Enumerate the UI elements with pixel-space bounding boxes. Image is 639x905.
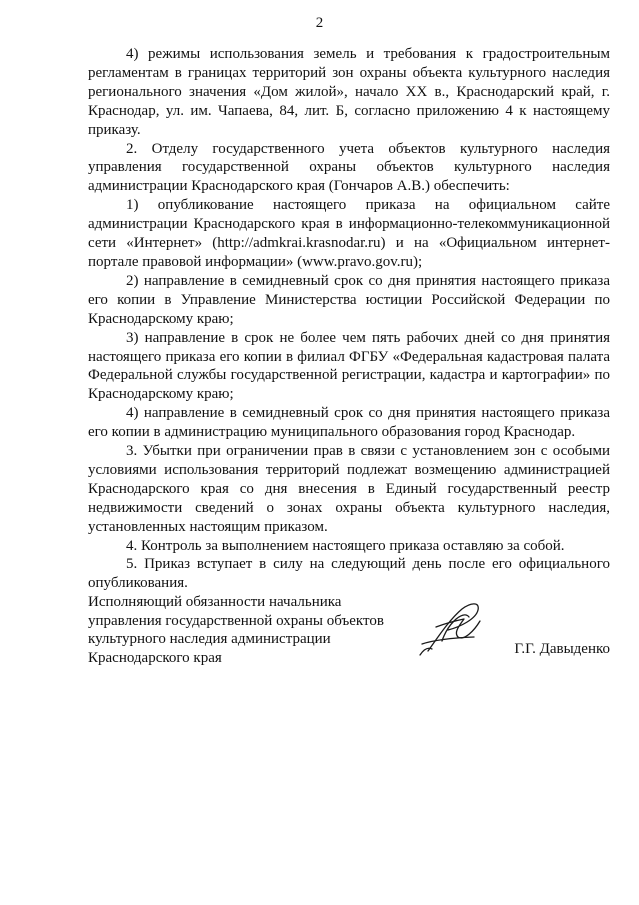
signatory-name: Г.Г. Давыденко [514, 641, 610, 657]
paragraph-clause-3: 3. Убытки при ограничении прав в связи с установлением зон с особыми условиями использования территорий подлежат возмещению администрацией Краснодарского края со дня внесения в Единый государственный реестр недвижимости сведений о зонах охраны объекта культурного наследия, установленных настоящим приказом. [88, 443, 610, 535]
paragraph-clause-2: 2. Отделу государственного учета объектов культурного наследия управления государственной охраны объектов культурного наследия администрации Краснодарского края (Гончаров А.В.) обеспечить: [88, 140, 610, 195]
paragraph-item-2-justice-ministry: 2) направление в семидневный срок со дня принятия настоящего приказа его копии в Управление Министерства юстиции Российской Федерации по Краснодарскому краю; [88, 272, 610, 327]
paragraph-clause-5: 5. Приказ вступает в силу на следующий день после его официального опубликования. [88, 556, 610, 592]
paragraph-item-1-publication: 1) опубликование настоящего приказа на официальном сайте администрации Краснодарского края в информационно-телекоммуникационной сети «Интернет» (http://admkrai.krasnodar.ru) и на «Официальном интернет-портале правовой информации» (www.pravo.gov.ru); [88, 197, 610, 270]
signature-stroke [436, 619, 480, 638]
signatory-title-line: Исполняющий обязанности начальника [88, 594, 342, 610]
paragraph-item-4-city-administration: 4) направление в семидневный срок со дня принятия настоящего приказа его копии в администрацию муниципального образования город Краснодар. [88, 405, 610, 441]
signatory-title-line: Краснодарского края [88, 649, 222, 666]
signature-block [88, 593, 610, 673]
signature-stroke [420, 648, 432, 655]
paragraph-clause-4: 4. Контроль за выполнением настоящего приказа оставляю за собой. [126, 537, 565, 554]
signatory-title-line: управления государственной охраны объектов [88, 612, 384, 629]
signatory-title-line: культурного наследия администрации [88, 631, 331, 648]
page-number: 2 [315, 15, 324, 31]
signature-stroke [422, 637, 474, 644]
document-body [88, 45, 610, 593]
paragraph-item-4-land-use: 4) режимы использования земель и требования к градостроительным регламентам в границах территорий зон охраны объекта культурного наследия регионального значения «Дом жилой», начало XX в., Краснодарский край, г. Краснодар, ул. им. Чапаева, 84, лит. Б, согласно приложению 4 к настоящему приказу. [88, 46, 610, 138]
handwritten-signature-icon [414, 597, 492, 659]
paragraph-item-3-cadastral-chamber: 3) направление в срок не более чем пять рабочих дней со дня принятия настоящего приказа его копии в филиал ФГБУ «Федеральная кадастровая палата Федеральной службы государственной регистрации, кадастра и картографии» по Краснодарскому краю; [88, 329, 610, 403]
